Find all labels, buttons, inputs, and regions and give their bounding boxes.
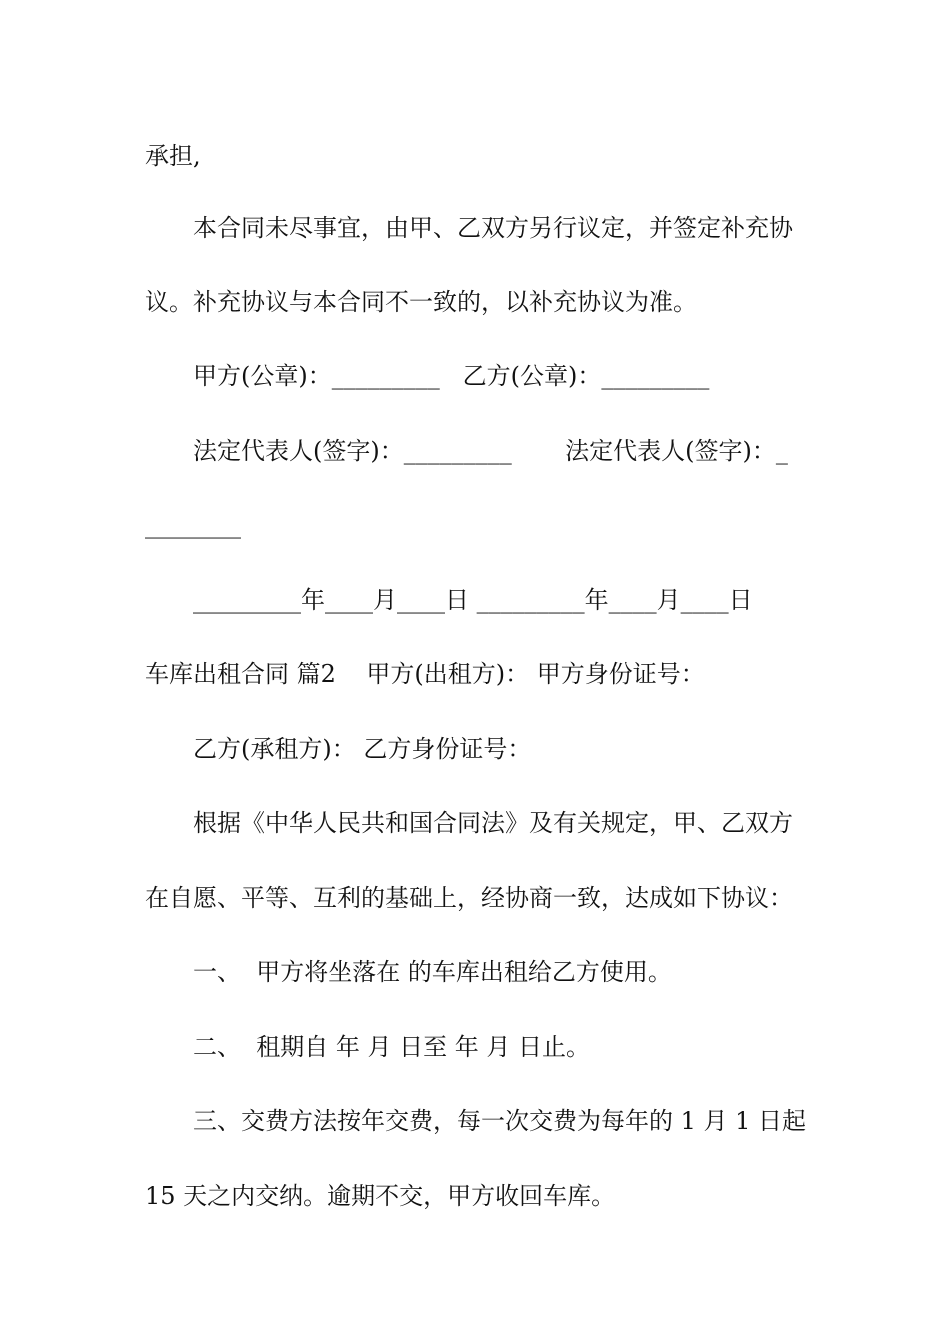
- text-line-continuation: 承担,: [145, 142, 201, 170]
- clause-one: 一、 甲方将坐落在 的车库出租给乙方使用。: [193, 958, 672, 986]
- legal-rep-signature-line-cont: ________: [145, 511, 241, 539]
- section-heading-contract-2: 车库出租合同 篇2 甲方(出租方)： 甲方身份证号：: [145, 660, 705, 688]
- clause-three: 三、交费方法按年交费，每一次交费为每年的 1 月 1 日起: [193, 1107, 807, 1135]
- party-b-line: 乙方(承租方)： 乙方身份证号：: [193, 735, 532, 763]
- text-line-clause-supplement: 本合同未尽事宜，由甲、乙双方另行议定，并签定补充协: [193, 214, 793, 242]
- seal-signature-line: 甲方(公章)：_________ 乙方(公章)：_________: [193, 362, 710, 390]
- legal-rep-signature-line: 法定代表人(签字)：_________ 法定代表人(签字)：_: [193, 437, 788, 465]
- clause-three-cont: 15 天之内交纳。逾期不交，甲方收回车库。: [145, 1182, 616, 1210]
- text-line-clause-supplement-cont: 议。补充协议与本合同不一致的，以补充协议为准。: [145, 288, 697, 316]
- date-line: _________年____月____日 _________年____月____日: [193, 586, 753, 614]
- clause-two: 二、 租期自 年 月 日至 年 月 日止。: [193, 1033, 591, 1061]
- text-line-preamble-cont: 在自愿、平等、互利的基础上，经协商一致，达成如下协议：: [145, 884, 793, 912]
- text-line-preamble: 根据《中华人民共和国合同法》及有关规定，甲、乙双方: [193, 809, 793, 837]
